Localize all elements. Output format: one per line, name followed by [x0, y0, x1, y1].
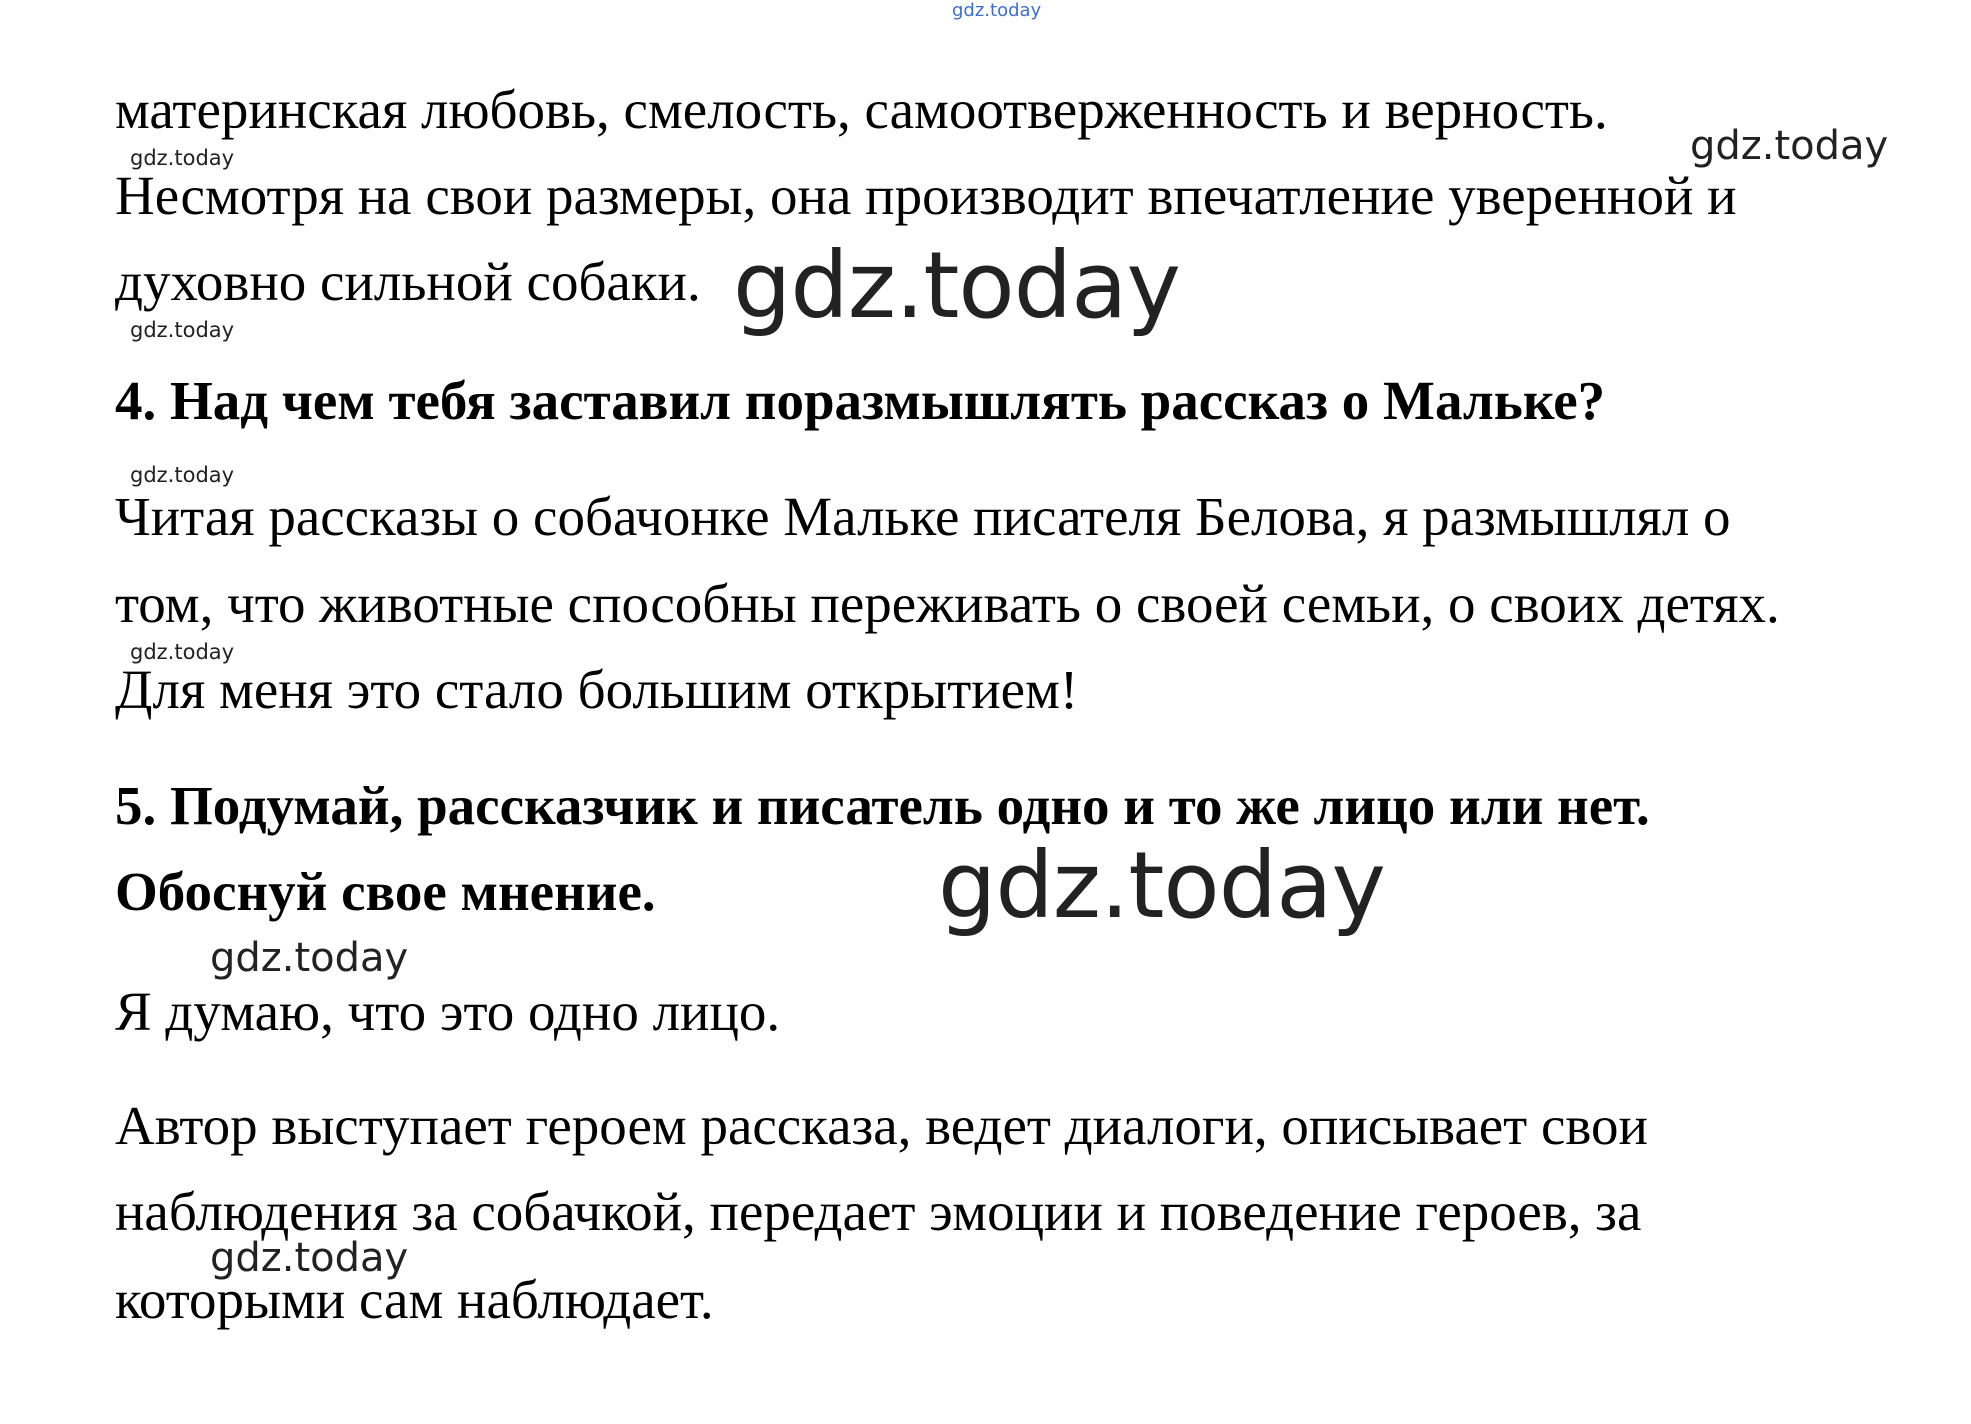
answer-text-line: Для меня это стало большим открытием!	[115, 659, 1079, 720]
watermark: gdz.today	[938, 832, 1385, 939]
answer-text-line: которыми сам наблюдает.	[115, 1269, 714, 1330]
watermark: gdz.today	[130, 640, 235, 664]
watermark: gdz.today	[210, 1235, 409, 1281]
watermark: gdz.today	[210, 935, 409, 981]
answer-text-line: Автор выступает героем рассказа, ведет диалоги, описывает свои	[115, 1095, 1648, 1156]
watermark: gdz.today	[733, 232, 1180, 339]
question-heading: Обоснуй свое мнение.	[115, 861, 656, 922]
answer-text-line: том, что животные способны переживать о своей семьи, о своих детях.	[115, 573, 1780, 634]
answer-text-line: материнская любовь, смелость, самоотверженность и верность.	[115, 79, 1608, 140]
watermark: gdz.today	[130, 318, 235, 342]
question-heading: 5. Подумай, рассказчик и писатель одно и то же лицо или нет.	[115, 775, 1650, 836]
watermark: gdz.today	[952, 0, 1042, 21]
question-heading: 4. Над чем тебя заставил поразмышлять рассказ о Мальке?	[115, 370, 1606, 431]
watermark: gdz.today	[1690, 123, 1889, 169]
answer-text-line: наблюдения за собачкой, передает эмоции и поведение героев, за	[115, 1181, 1642, 1242]
answer-text-line: духовно сильной собаки.	[115, 251, 701, 312]
watermark: gdz.today	[130, 146, 235, 170]
answer-text-line: Читая рассказы о собачонке Мальке писателя Белова, я размышлял о	[115, 486, 1731, 547]
answer-text-line: Несмотря на свои размеры, она производит впечатление уверенной и	[115, 165, 1737, 226]
answer-text-line: Я думаю, что это одно лицо.	[115, 981, 781, 1042]
watermark: gdz.today	[130, 463, 235, 487]
